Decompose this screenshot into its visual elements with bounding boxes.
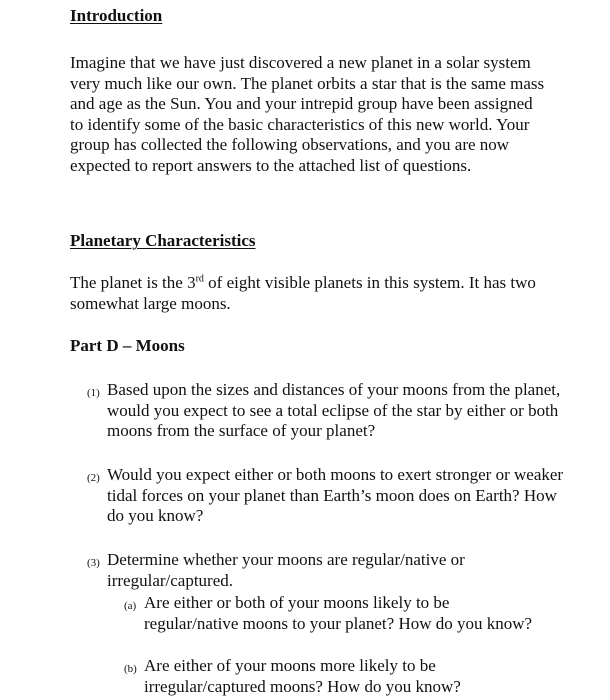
question-3a-text: Are either or both of your moons likely to be regular/native moons to your planet? How do you know?: [144, 593, 533, 633]
introduction-paragraph: Imagine that we have just discovered a new planet in a solar system very much like our own. The planet orbits a star that is the same mass and age as the Sun. You and your intrepid group have been assigned to identify some of the basic characteristics of this new world. Your group has collected the following observations, and you are now expected to report answers to the attached list of questions.: [70, 53, 545, 175]
question-1-text: Based upon the sizes and distances of your moons from the planet, would you expect to see a total eclipse of the star by either or both moons from the surface of your planet?: [107, 380, 561, 440]
characteristics-paragraph: [70, 273, 545, 314]
question-3b-text: Are either of your moons more likely to be irregular/captured moons? How do you know?: [144, 656, 461, 696]
characteristics-text-before: The planet is the 3: [70, 273, 196, 292]
introduction-heading: Introduction: [70, 6, 163, 25]
question-3a-number: (a): [124, 600, 137, 612]
question-3b-number: (b): [124, 663, 137, 675]
question-1: [87, 380, 567, 442]
question-3b: [124, 656, 544, 697]
ordinal-superscript: rd: [195, 273, 204, 285]
question-3a: [124, 593, 544, 634]
question-2: [87, 465, 567, 527]
question-2-text: Would you expect either or both moons to exert stronger or weaker tidal forces on your planet than Earth’s moon does on Earth? How do you know?: [107, 465, 564, 525]
part-d-heading: Part D – Moons: [70, 336, 185, 355]
planetary-characteristics-heading: Planetary Characteristics: [70, 231, 256, 250]
question-3: [87, 550, 507, 591]
question-3-number: (3): [87, 557, 100, 569]
question-2-number: (2): [87, 472, 100, 484]
question-1-number: (1): [87, 387, 100, 399]
question-3-text: Determine whether your moons are regular/native or irregular/captured.: [107, 550, 465, 590]
characteristics-text-after: of eight visible planets in this system. It has two somewhat large moons.: [70, 273, 536, 313]
